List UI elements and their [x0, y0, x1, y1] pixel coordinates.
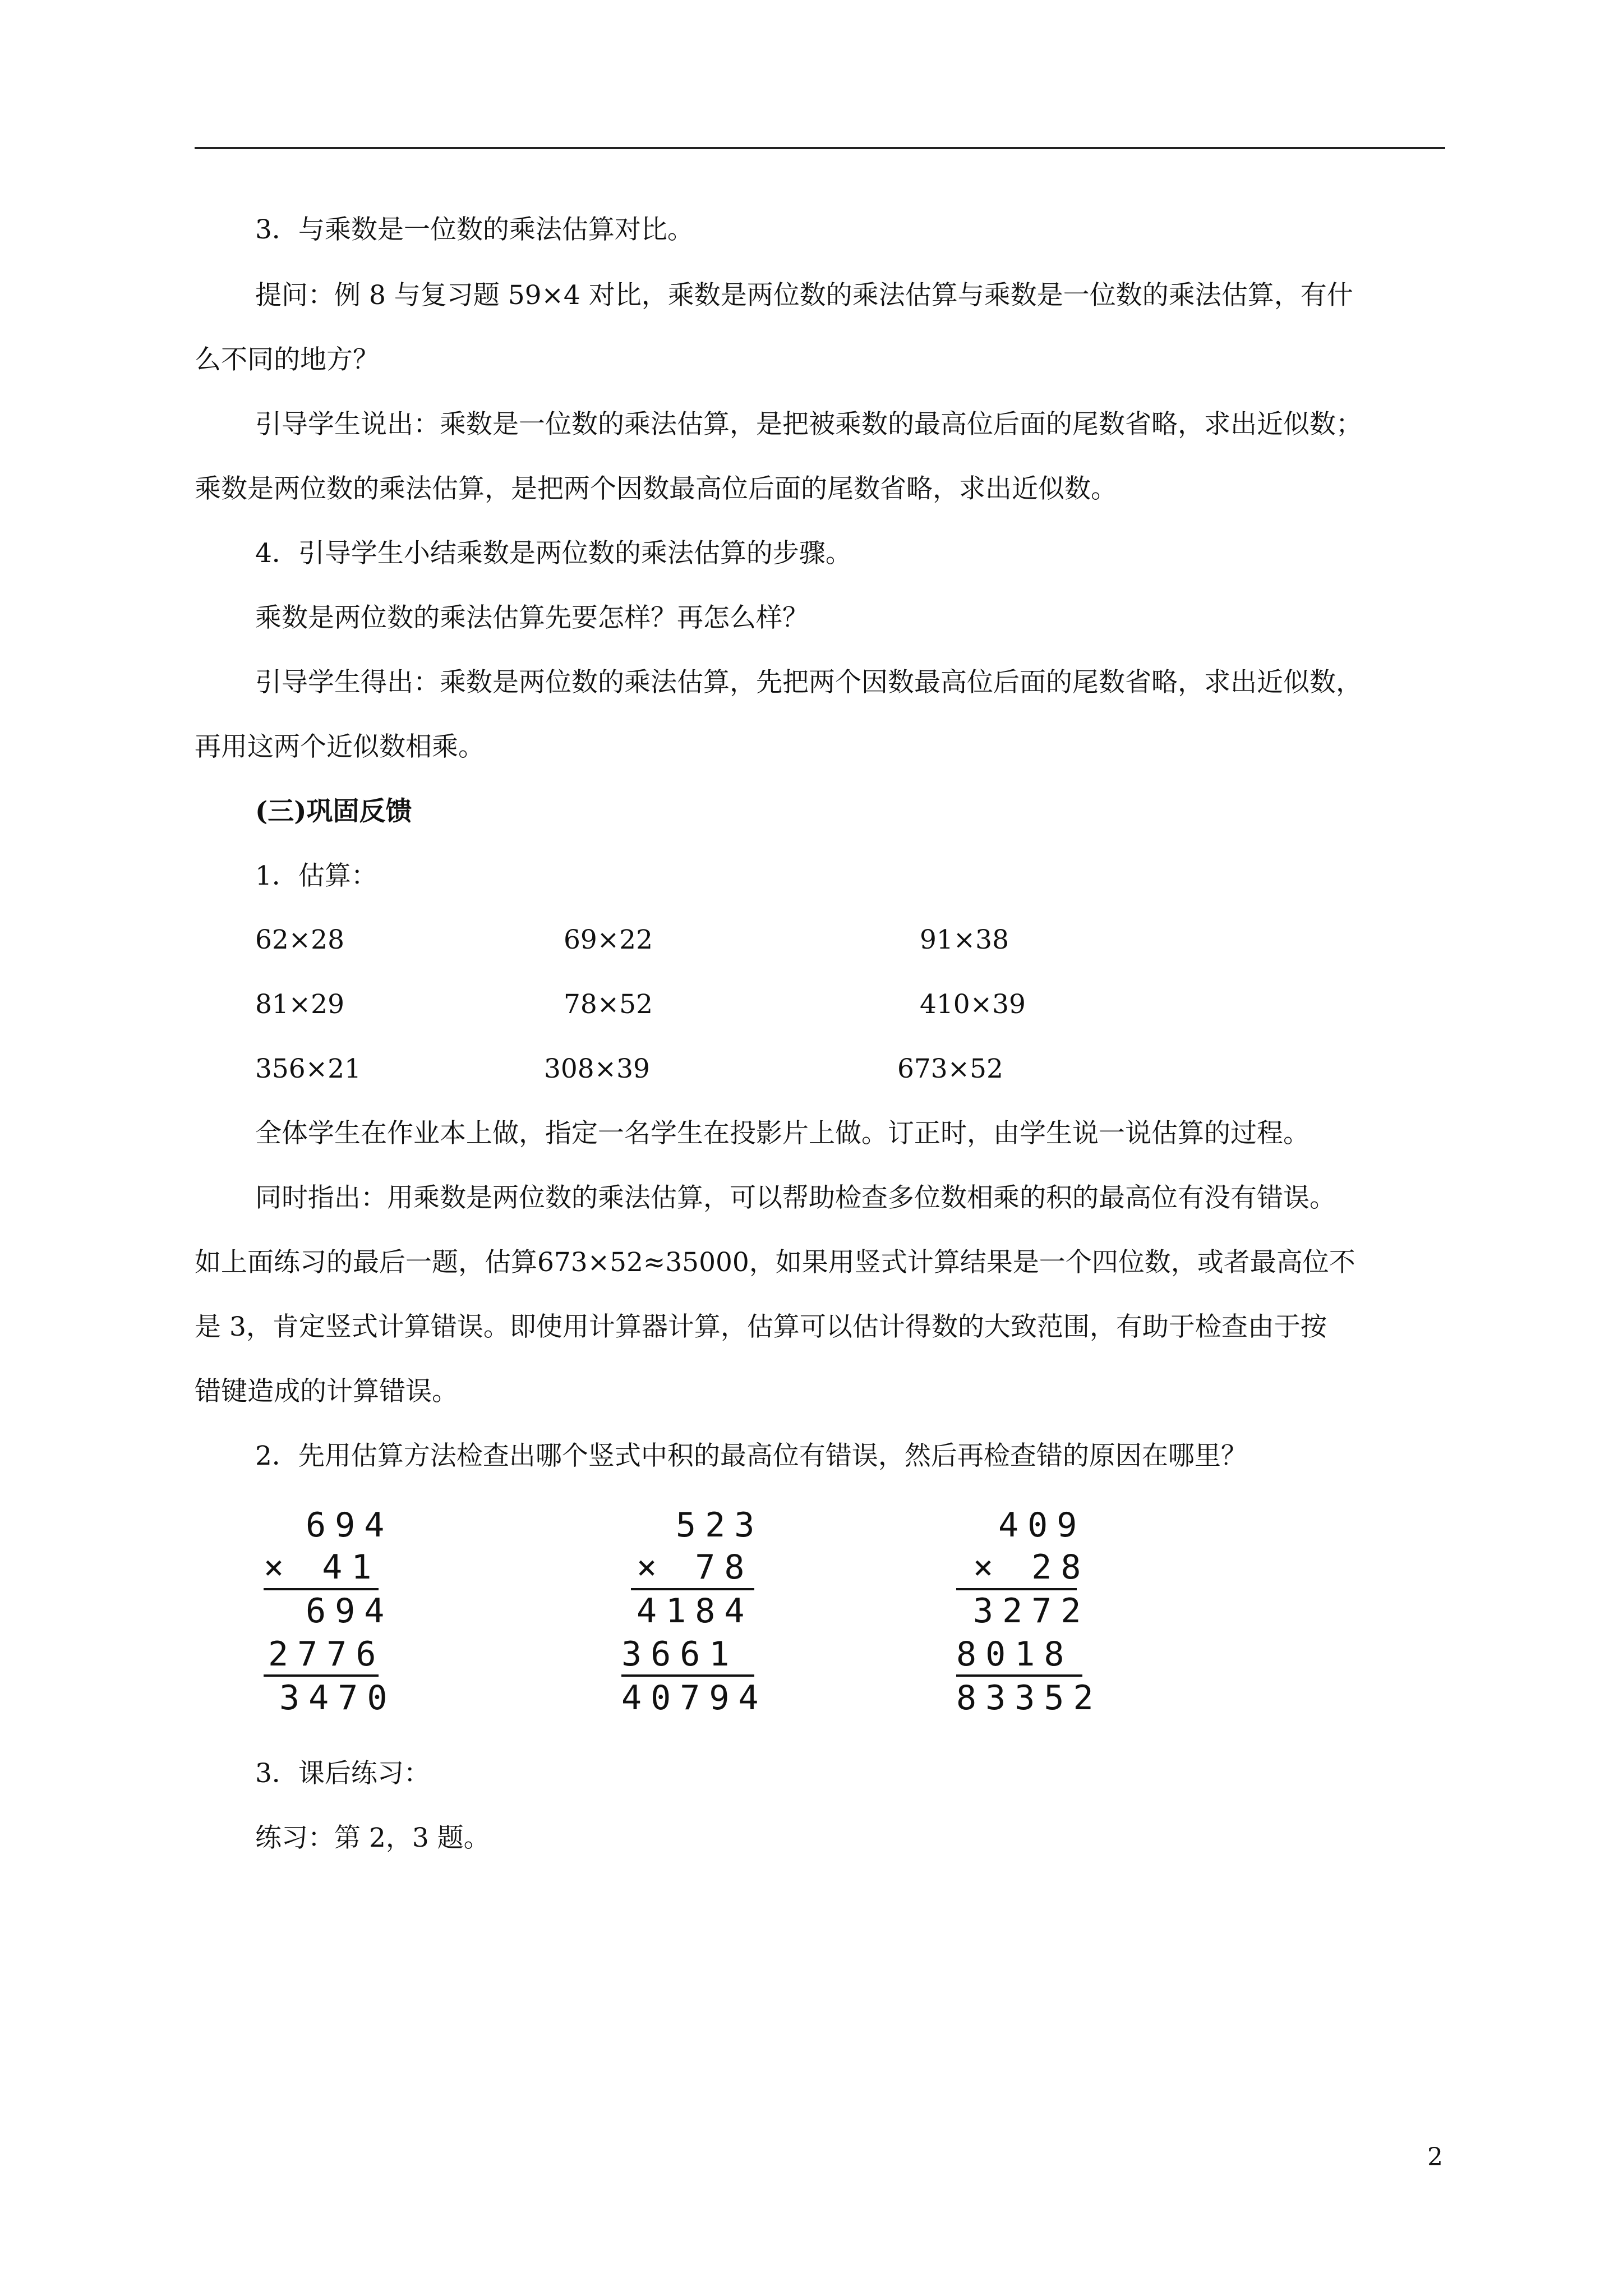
exercise-item: 410×39 — [920, 989, 1026, 1020]
text-line: 同时指出：用乘数是两位数的乘法估算，可以帮助检查多位数相乘的积的最高位有没有错误。 — [255, 1182, 1336, 1213]
text-line: 乘数是两位数的乘法估算，是把两个因数最高位后面的尾数省略，求出近似数。 — [195, 473, 1117, 504]
exercise-item: 78×52 — [564, 989, 653, 1020]
calc-partial: 694 — [306, 1591, 394, 1631]
calc-multiplier: × 28 — [973, 1548, 1090, 1587]
calc-partial: 2776 — [268, 1635, 385, 1674]
calc-rule — [956, 1588, 1077, 1590]
calc-product: 83352 — [956, 1678, 1103, 1718]
text-line: 4．引导学生小结乘数是两位数的乘法估算的步骤。 — [255, 538, 852, 569]
calc-partial: 3272 — [973, 1591, 1090, 1631]
calc-rule — [956, 1674, 1082, 1677]
calc-multiplicand: 409 — [998, 1506, 1086, 1545]
calc-rule — [264, 1674, 379, 1677]
text-line: 全体学生在作业本上做，指定一名学生在投影片上做。订正时，由学生说一说估算的过程。 — [255, 1118, 1310, 1149]
text-line: 提问：例 8 与复习题 59×4 对比，乘数是两位数的乘法估算与乘数是一位数的乘法估算，有什 — [255, 280, 1353, 311]
exercise-item: 673×52 — [897, 1053, 1003, 1084]
calc-rule — [631, 1588, 754, 1590]
page-number: 2 — [1427, 2143, 1443, 2171]
calc-multiplicand: 523 — [676, 1506, 764, 1545]
text-line: 3．课后练习： — [255, 1758, 430, 1789]
calc-partial: 3661 — [621, 1635, 739, 1674]
calc-multiplier: × 41 — [264, 1548, 381, 1587]
text-line: 1．估算： — [255, 861, 377, 891]
calc-product: 3470 — [279, 1678, 396, 1718]
exercise-item: 356×21 — [255, 1053, 361, 1084]
exercise-item: 308×39 — [544, 1053, 650, 1084]
calc-partial: 8018 — [956, 1635, 1073, 1674]
calc-rule — [264, 1588, 379, 1590]
text-line: 错键造成的计算错误。 — [195, 1376, 458, 1407]
section-heading: (三)巩固反馈 — [255, 796, 412, 827]
text-line: 练习：第 2，3 题。 — [255, 1823, 490, 1853]
text-line: 再用这两个近似数相乘。 — [195, 731, 485, 762]
header-rule — [195, 147, 1445, 149]
text-line: 是 3，肯定竖式计算错误。即使用计算器计算，估算可以估计得数的大致范围，有助于检查由于按 — [195, 1312, 1327, 1342]
text-line: 如上面练习的最后一题，估算673×52≈35000，如果用竖式计算结果是一个四位数，或者最高位不 — [195, 1247, 1355, 1278]
text-line: 引导学生说出：乘数是一位数的乘法估算，是把被乘数的最高位后面的尾数省略，求出近似数； — [255, 409, 1362, 440]
calc-rule — [621, 1674, 754, 1677]
calc-product: 40794 — [621, 1678, 768, 1718]
calc-partial: 4184 — [637, 1591, 754, 1631]
exercise-item: 69×22 — [564, 924, 653, 955]
text-line: 乘数是两位数的乘法估算先要怎样？再怎么样？ — [255, 602, 809, 633]
text-line: 引导学生得出：乘数是两位数的乘法估算，先把两个因数最高位后面的尾数省略，求出近似数， — [255, 667, 1362, 698]
exercise-item: 81×29 — [255, 989, 344, 1020]
exercise-item: 62×28 — [255, 924, 344, 955]
text-line: 2．先用估算方法检查出哪个竖式中积的最高位有错误，然后再检查错的原因在哪里？ — [255, 1441, 1247, 1471]
text-line: 么不同的地方？ — [195, 344, 379, 375]
exercise-item: 91×38 — [920, 924, 1009, 955]
calc-multiplier: × 78 — [637, 1548, 754, 1587]
calc-multiplicand: 694 — [306, 1506, 394, 1545]
text-line: 3．与乘数是一位数的乘法估算对比。 — [255, 214, 694, 245]
